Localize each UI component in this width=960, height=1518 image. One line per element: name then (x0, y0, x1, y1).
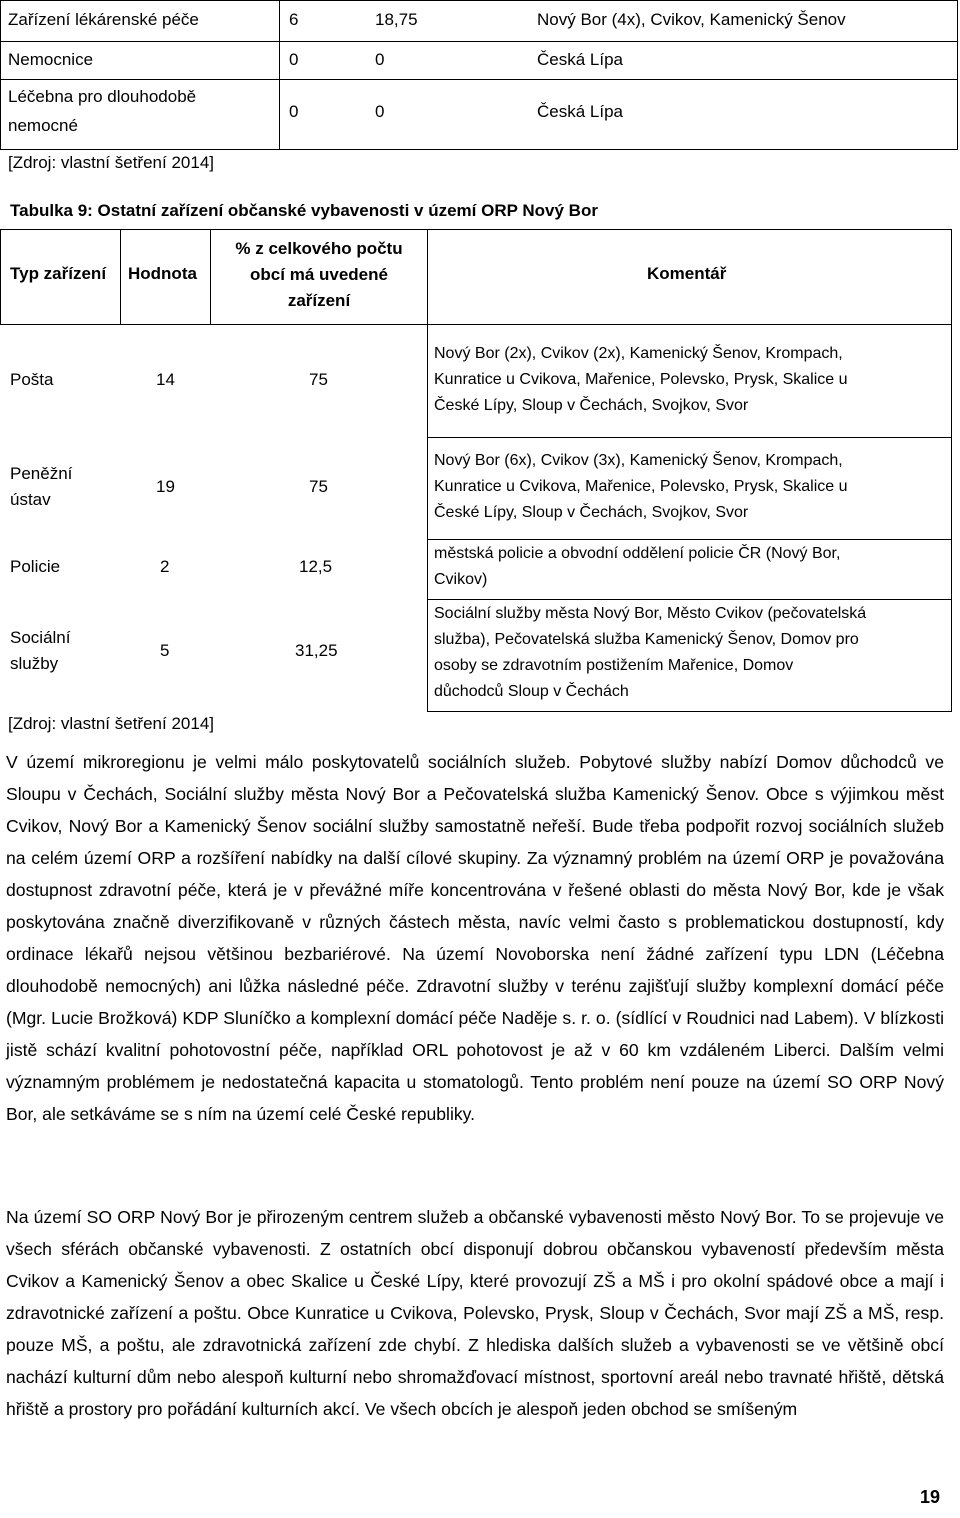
table-cell: 75 (309, 477, 328, 496)
table-cell: Peněžní ústav (10, 464, 73, 509)
table-cell: Nemocnice (8, 50, 94, 69)
table-cell: 18,75 (375, 10, 418, 29)
table-cell: Policie (10, 557, 61, 576)
column-header-percent: % z celkového počtu obcí má uvedené zařízení (235, 239, 403, 310)
table-cell: Česká Lípa (537, 50, 623, 69)
table-caption: Tabulka 9: Ostatní zařízení občanské vybavenosti v území ORP Nový Bor (10, 201, 598, 220)
table-cell: Zařízení lékárenské péče (8, 10, 199, 29)
body-paragraph: V území mikroregionu je velmi málo poskytovatelů sociálních služeb. Pobytové služby nabízí Domov důchodců ve Sloupu v Čechách, Sociální služby města Nový Bor a Pečovatelská služba Kamenický Šenov. Obce s výjimkou měst Cvikov, Nový Bor a Kamenický Šenov sociální služby samostatně neřeší. Bude třeba podpořit rozvoj sociálních služeb na celém území ORP a rozšíření nabídky na další cílové skupiny. Za významný problém na území ORP je považována dostupnost zdravotní péče, která je v převážné míře koncentrována v řešené oblasti do města Nový Bor, kde je však poskytována značně diverzifikovaně v různých částech města, navíc velmi často s problematickou dostupností, kdy ordinace lékařů nejsou většinou bezbariérové. Na území Novoborska není žádné zařízení typu LDN (Léčebna dlouhodobě nemocných) ani lůžka následné péče. Zdravotní služby v terénu zajišťují služby komplexní domácí péče (Mgr. Lucie Brožková) KDP Sluníčko a komplexní domácí péče Naděje s. r. o. (sídlící v Roudnici nad Labem). V blízkosti jistě schází kvalitní pohotovostní péče, například ORL pohotovost je až v 60 km vzdáleném Liberci. Dalším velmi významným problémem je nedostatečná kapacita u stomatologů. Tento problém není pouze na území SO ORP Nový Bor, ale setkáváme se s ním na území celé České republiky. (6, 752, 944, 1124)
table-cell: Nový Bor (4x), Cvikov, Kamenický Šenov (537, 10, 846, 29)
table-cell: Česká Lípa (537, 102, 623, 121)
table-cell: 5 (160, 641, 170, 660)
body-paragraph: Na území SO ORP Nový Bor je přirozeným centrem služeb a občanské vybavenosti město Nový Bor. To se projevuje ve všech sférách občanské vybavenosti. Z ostatních obcí disponují dobrou občanskou vybaveností především města Cvikov a Kamenický Šenov a obec Skalice u České Lípy, které provozují ZŠ a MŠ i pro okolní spádové obce a mají i zdravotnické zařízení a poštu. Obce Kunratice u Cvikova, Polevsko, Prysk, Sloup v Čechách, Svor mají ZŠ a MŠ, resp. pouze MŠ, a poštu, ale zdravotnická zařízení zde chybí. Z hlediska dalších služeb a vybavenosti se ve většině obcí nachází kulturní dům nebo alespoň kulturní nebo shromažďovací místnost, sportovní areál nebo travnaté hřiště, dětská hřiště a prostory pro pořádání kulturních akcí. Ve všech obcích je alespoň jeden obchod se smíšeným (6, 1207, 944, 1419)
table-cell: nemocné (8, 116, 78, 135)
table-cell: 2 (160, 557, 170, 576)
table-cell: 75 (309, 370, 328, 389)
column-header-comment: Komentář (647, 264, 727, 283)
table-cell-comment: městská policie a obvodní oddělení policie ČR (Nový Bor, Cvikov) (434, 545, 841, 588)
table-cell: 0 (289, 102, 299, 121)
table-source: [Zdroj: vlastní šetření 2014] (8, 153, 214, 172)
table-cell: Pošta (10, 370, 54, 389)
table-cell: Léčebna pro dlouhodobě (8, 87, 197, 106)
column-header-type: Typ zařízení (10, 264, 107, 283)
table-cell: 14 (156, 370, 175, 389)
page-number: 19 (920, 1487, 941, 1507)
column-header-value: Hodnota (128, 264, 197, 283)
table-cell-comment: Sociální služby města Nový Bor, Město Cvikov (pečovatelská služba), Pečovatelská služba Kamenický Šenov, Domov pro osoby se zdravotním postižením Mařenice, Domov důchodců Sloup v Čechách (434, 605, 867, 700)
table-cell: 31,25 (295, 641, 338, 660)
table-cell: 0 (375, 102, 385, 121)
table-cell: 0 (289, 50, 299, 69)
table-cell: 19 (156, 477, 175, 496)
table-cell: Sociální služby (10, 628, 71, 673)
table-source: [Zdroj: vlastní šetření 2014] (8, 714, 214, 733)
table-cell: 6 (289, 10, 299, 29)
table-cell: 0 (375, 50, 385, 69)
table-cell-comment: Nový Bor (2x), Cvikov (2x), Kamenický Šenov, Krompach, Kunratice u Cvikova, Mařenice, Polevsko, Prysk, Skalice u České Lípy, Sloup v Čechách, Svojkov, Svor (434, 345, 848, 414)
table-cell: 12,5 (299, 557, 333, 576)
table-cell-comment: Nový Bor (6x), Cvikov (3x), Kamenický Šenov, Krompach, Kunratice u Cvikova, Mařenice, Polevsko, Prysk, Skalice u České Lípy, Sloup v Čechách, Svojkov, Svor (434, 452, 848, 521)
